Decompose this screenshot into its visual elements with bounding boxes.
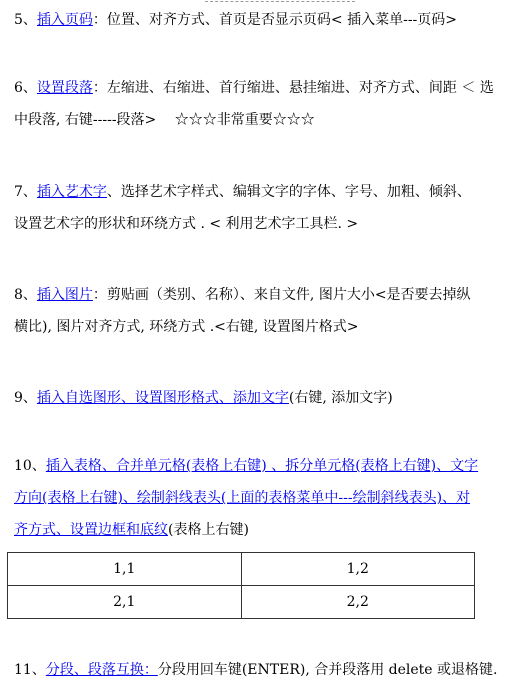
- insert-wordart-link[interactable]: 插入艺术字: [36, 184, 107, 200]
- insert-table-link-3[interactable]: 齐方式、设置边框和底纹: [14, 522, 168, 538]
- insert-picture-link[interactable]: 插入图片: [36, 287, 93, 303]
- insert-page-number-link[interactable]: 插入页码: [36, 12, 93, 28]
- item-5-line: [14, 4, 520, 36]
- table-row: [8, 586, 475, 619]
- item-11-line: [14, 654, 520, 686]
- item-5-text: ：位置、对齐方式、首页是否显示页码< 插入菜单---页码>: [92, 12, 458, 28]
- insert-table-link-1[interactable]: 插入表格、合并单元格(表格上右键) 、拆分单元格(表格上右键)、文字: [45, 458, 479, 474]
- table-cell: 1,2: [241, 553, 475, 586]
- item-6-line-2: 中段落, 右键-----段落> ☆☆☆非常重要☆☆☆: [14, 112, 315, 128]
- item-10-line-2: [14, 482, 520, 514]
- table-row: [8, 553, 475, 586]
- item-6-text-1: ：左缩进、右缩进、首行缩进、悬挂缩进、对齐方式、间距 ＜ 选: [92, 80, 494, 96]
- split-merge-paragraph-link[interactable]: 分段、段落互换：: [45, 662, 158, 678]
- top-dashed-rule: [205, 1, 355, 2]
- item-11: [14, 654, 520, 686]
- item-7: [14, 176, 520, 240]
- item-8-text-1: ：剪贴画（类别、名称）、来自文件, 图片大小<是否要去掉纵: [92, 287, 471, 303]
- item-7-number: 7、: [14, 184, 37, 200]
- item-10-text: (表格上右键): [168, 522, 249, 538]
- insert-table-link-2[interactable]: 方向(表格上右键)、绘制斜线表头(上面的表格菜单中---绘制斜线表头)、对: [14, 490, 471, 506]
- item-8-line-1: [14, 279, 520, 311]
- item-8: [14, 279, 520, 343]
- set-paragraph-link[interactable]: 设置段落: [36, 80, 93, 96]
- item-9: [14, 382, 520, 414]
- insert-autoshape-link[interactable]: 插入自选图形、设置图形格式、添加文字: [36, 390, 289, 406]
- table-cell: 2,1: [8, 586, 242, 619]
- item-6: [14, 72, 520, 136]
- item-10: [14, 450, 520, 546]
- item-10-line-3: [14, 514, 520, 546]
- item-7-line-2: 设置艺术字的形状和环绕方式 . < 利用艺术字工具栏. >: [14, 216, 359, 232]
- item-8-line-2: 横比), 图片对齐方式, 环绕方式 .<右键, 设置图片格式>: [14, 319, 359, 335]
- item-5: [14, 4, 520, 36]
- item-11-text: 分段用回车键(ENTER), 合并段落用 delete 或退格键.: [157, 662, 498, 678]
- item-6-number: 6、: [14, 80, 37, 96]
- item-7-text-1: 、选择艺术字样式、编辑文字的字体、字号、加粗、倾斜、: [106, 184, 471, 200]
- item-7-line-1: [14, 176, 520, 208]
- item-10-number: 10、: [14, 458, 46, 474]
- item-9-text: (右键, 添加文字): [288, 390, 393, 406]
- item-5-number: 5、: [14, 12, 37, 28]
- table-cell: 1,1: [8, 553, 242, 586]
- item-9-number: 9、: [14, 390, 37, 406]
- item-6-line-1: [14, 72, 520, 104]
- table-cell: 2,2: [241, 586, 475, 619]
- example-table: [7, 552, 475, 619]
- item-9-line: [14, 382, 520, 414]
- item-8-number: 8、: [14, 287, 37, 303]
- item-11-number: 11、: [14, 662, 46, 678]
- item-10-line-1: [14, 450, 520, 482]
